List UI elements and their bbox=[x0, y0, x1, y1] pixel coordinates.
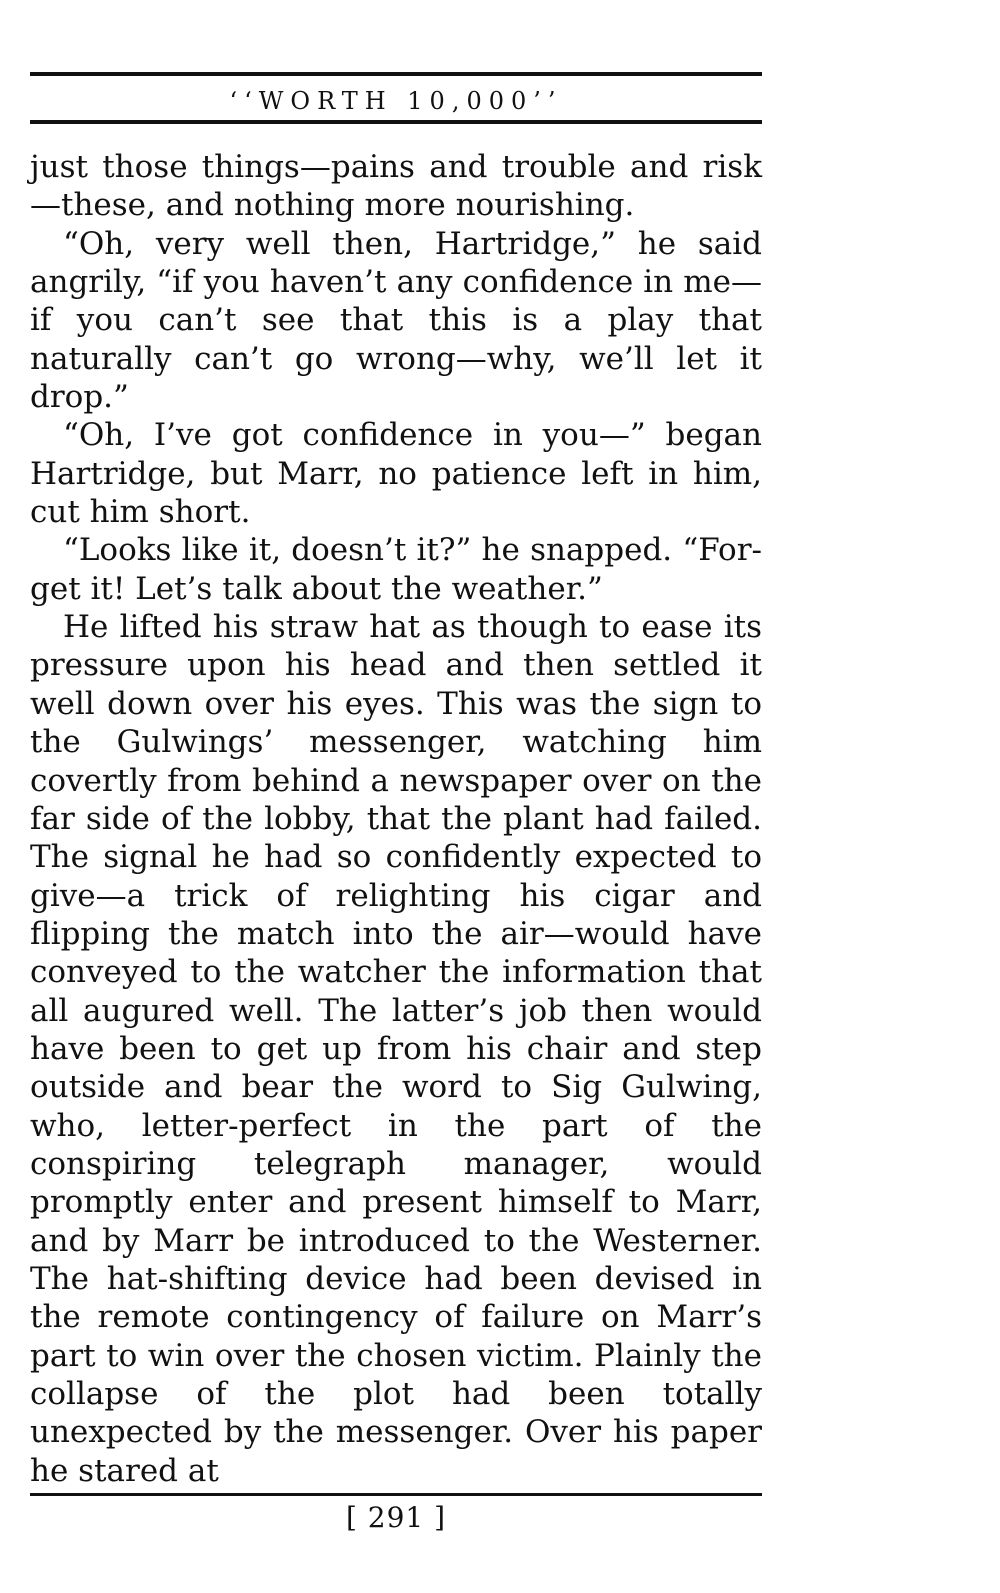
book-page bbox=[30, 72, 762, 1536]
page-number: [ 291 ] bbox=[345, 1501, 447, 1535]
paragraph: “Looks like it, doesn’t it?” he snapped. “Forget it! Let’s talk about the weather.” bbox=[30, 532, 762, 607]
paragraph: He lifted his straw hat as though to ease its pressure upon his head and then settled it well down over his eyes. This was the sign to the Gulwings’ messenger, watching him covertly from behind a newspaper over on the far side of the lobby, that the plant had failed. The signal he had so confidently expected to give—a trick of relighting his cigar and flipping the match into the air—would have conveyed to the watcher the information that all augured well. The latter’s job then would have been to get up from his chair and step outside and bear the word to Sig Gulwing, who, letter-perfect in the part of the conspiring telegraph manager, would promptly enter and present himself to Marr, and by Marr be introduced to the Westerner. The hat-shifting device had been devised in the remote contingency of failure on Marr’s part to win over the chosen victim. Plainly the collapse of the plot had been totally unexpected by the messenger. Over his paper he stared at bbox=[30, 609, 762, 1489]
paragraph: “Oh, I’ve got confidence in you—” began Hartridge, but Marr, no patience left in him, cut him short. bbox=[30, 417, 762, 531]
body-text bbox=[30, 148, 762, 1490]
footer-rule bbox=[30, 1493, 762, 1496]
header-rule bbox=[30, 120, 762, 124]
running-head: ‘‘WORTH 10,000’’ bbox=[229, 87, 563, 115]
paragraph: “Oh, very well then, Hartridge,” he said angrily, “if you haven’t any confidence in me—if you can’t see that this is a play that naturally can’t go wrong—why, we’ll let it drop.” bbox=[30, 225, 762, 416]
paragraph: just those things—pains and trouble and risk—these, and nothing more nourishing. bbox=[30, 149, 762, 224]
